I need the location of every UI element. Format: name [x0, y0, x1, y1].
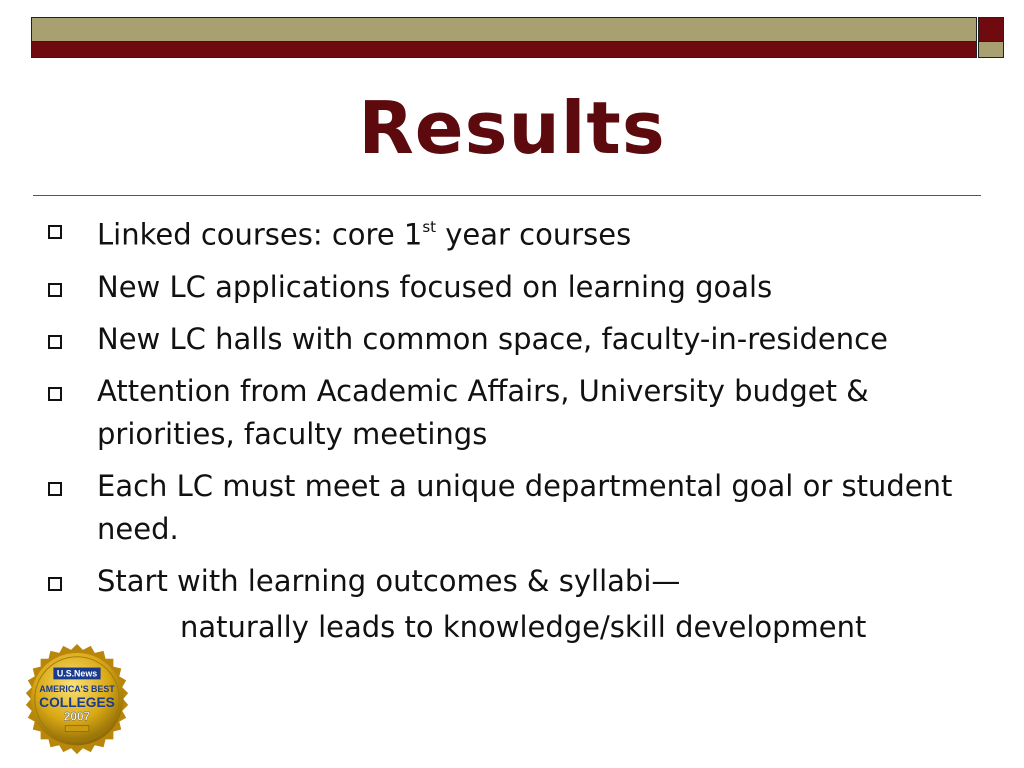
square-bullet-icon	[48, 225, 62, 239]
bullet-text: Start with learning outcomes & syllabi—	[97, 563, 681, 598]
bullet-text: New LC halls with common space, faculty-in-residence	[97, 321, 888, 356]
bullet-item	[0, 318, 1024, 361]
badge-line1-text: AMERICA'S BEST	[39, 684, 115, 695]
bullet-item	[0, 560, 1024, 603]
square-bullet-icon	[48, 283, 62, 297]
bullet-item	[0, 266, 1024, 309]
square-bullet-icon	[48, 335, 62, 349]
bullet-item	[0, 370, 1024, 456]
header-square-maroon	[978, 17, 1004, 42]
bullet-item	[0, 465, 1024, 551]
bullet-text-post: year courses	[436, 217, 632, 252]
bullet-continuation: naturally leads to knowledge/skill development	[180, 609, 867, 644]
bullet-text: Attention from Academic Affairs, University budget & priorities, faculty meetings	[97, 373, 869, 451]
bullet-text: New LC applications focused on learning goals	[97, 269, 773, 304]
slide-title: Results	[358, 86, 666, 170]
square-bullet-icon	[48, 577, 62, 591]
badge-brand-text: U.S.News	[56, 668, 98, 679]
bullet-text-superscript: st	[422, 218, 437, 236]
header-band-olive	[31, 17, 977, 42]
badge-line2-text: COLLEGES	[39, 694, 115, 710]
bullet-item	[0, 208, 1024, 257]
header-band-maroon	[31, 41, 977, 58]
badge-year-text: 2007	[63, 709, 91, 724]
square-bullet-icon	[48, 387, 62, 401]
bullet-text: Each LC must meet a unique departmental goal or student need.	[97, 468, 953, 546]
us-news-badge-logo	[18, 642, 136, 760]
header-square-olive	[978, 41, 1004, 58]
bullet-text-pre: Linked courses: core 1	[97, 217, 423, 252]
title-divider	[33, 195, 981, 196]
square-bullet-icon	[48, 482, 62, 496]
bullet-list	[0, 208, 1024, 649]
